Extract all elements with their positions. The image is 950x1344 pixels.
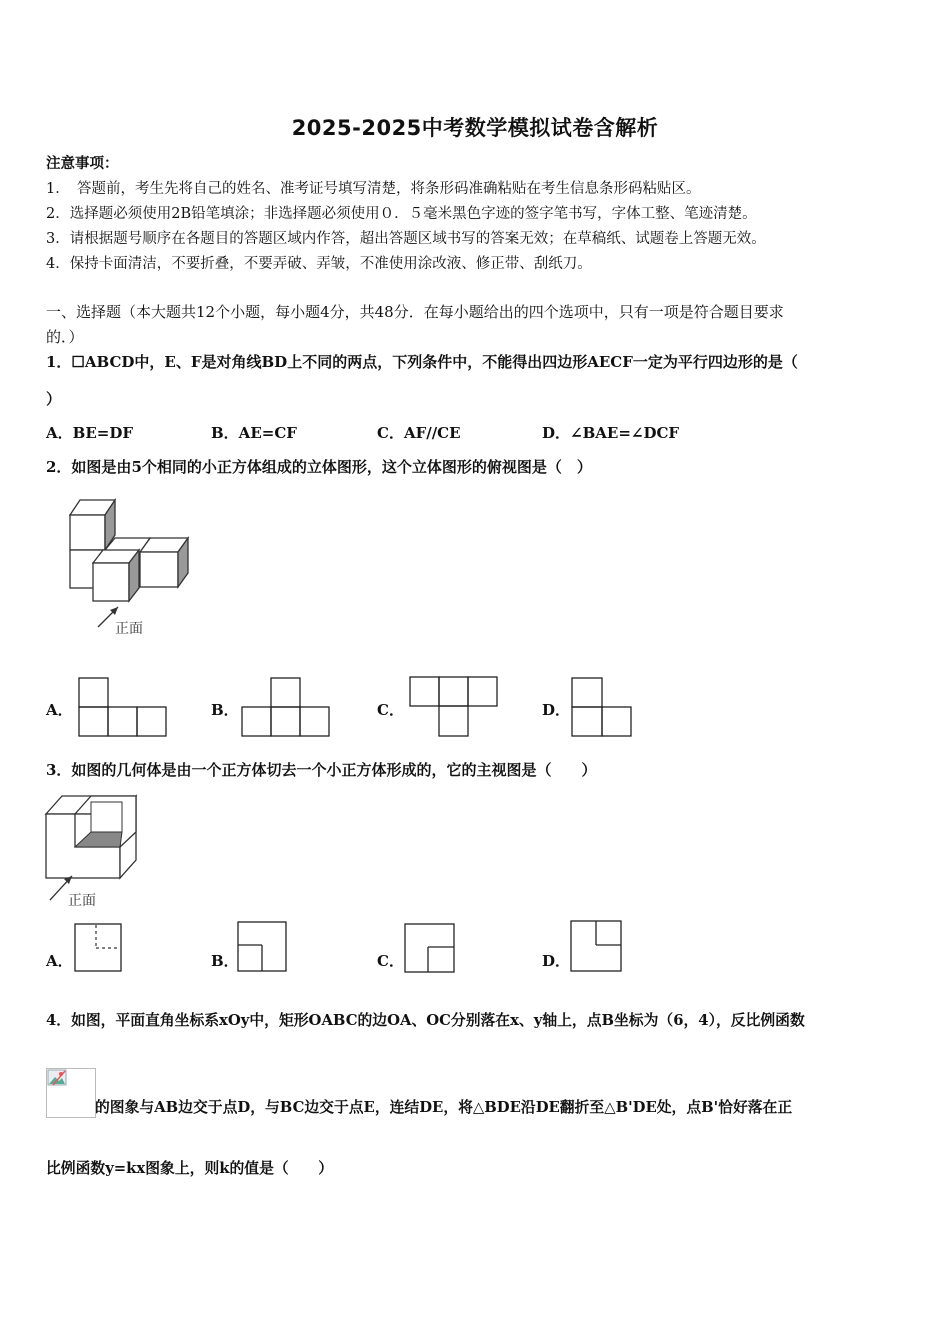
q4-stem: 4．如图，平面直角坐标系xOy中，矩形OABC的边OA、OC分别落在x、y轴上，点B坐标为（6，4），反比例函数 [46, 1012, 805, 1029]
page-title: 2025-2025中考数学模拟试卷含解析 [291, 116, 659, 140]
q4-stem-cont2: 比例函数y=kx图象上，则k的值是（ ） [46, 1160, 334, 1177]
q1-option-b[interactable]: B．AE=CF [211, 424, 297, 442]
notice-item: 2．选择题必须使用2B铅笔填涂；非选择题必须使用０．５毫米黑色字迹的签字笔书写，字体工整、笔迹清楚。 [46, 206, 757, 222]
section-heading-cont: 的．） [46, 328, 84, 346]
notice-item: 4．保持卡面清洁，不要折叠，不要弄破、弄皱，不准使用涂改液、修正带、刮纸刀。 [46, 256, 592, 272]
q3-option-a-figure[interactable] [74, 923, 124, 973]
q2-option-a-figure[interactable] [78, 676, 170, 738]
broken-image-icon [47, 1069, 95, 1117]
q2-front-label: 正面 [115, 621, 143, 637]
q1-option-d[interactable]: D．∠BAE=∠DCF [542, 424, 680, 442]
q1-stem: 1．☐ABCD中，E、F是对角线BD上不同的两点，下列条件中，不能得出四边形AECF一定为平行四边形的是（ [46, 353, 798, 371]
notice-heading: 注意事项： [46, 155, 119, 172]
q3-option-c-label[interactable]: C． [377, 952, 404, 970]
q3-cube-figure [42, 792, 142, 912]
q3-option-b-figure[interactable] [237, 921, 289, 973]
q1-stem-cont: ） [46, 390, 62, 408]
formula-image-placeholder [46, 1068, 96, 1118]
q3-front-label: 正面 [68, 893, 96, 909]
section-heading: 一、选择题（本大题共12个小题，每小题4分，共48分．在每小题给出的四个选项中，只有一项是符合题目要求 [46, 303, 784, 321]
q2-option-b-label[interactable]: B． [211, 701, 239, 719]
notice-item: 1． 答题前，考生先将自己的姓名、准考证号填写清楚，将条形码准确粘贴在考生信息条形码粘贴区。 [46, 181, 701, 197]
q3-option-a-label[interactable]: A． [46, 952, 73, 970]
notice-item: 3．请根据题号顺序在各题目的答题区域内作答，超出答题区域书写的答案无效；在草稿纸、试题卷上答题无效。 [46, 231, 766, 247]
q2-option-a-label[interactable]: A． [46, 701, 73, 719]
q2-stem: 2．如图是由5个相同的小正方体组成的立体图形，这个立体图形的俯视图是（ ） [46, 458, 592, 476]
q2-option-d-figure[interactable] [571, 676, 635, 738]
q3-option-b-label[interactable]: B． [211, 952, 239, 970]
q2-option-c-label[interactable]: C． [377, 701, 404, 719]
q3-stem: 3．如图的几何体是由一个正方体切去一个小正方体形成的，它的主视图是（ ） [46, 761, 597, 779]
q2-cube-figure [60, 495, 200, 645]
q2-option-b-figure[interactable] [241, 676, 333, 738]
q2-option-c-figure[interactable] [409, 676, 501, 738]
q1-option-c[interactable]: C．AF//CE [377, 424, 461, 442]
q4-stem-cont: 的图象与AB边交于点D，与BC边交于点E，连结DE，将△BDE沿DE翻折至△B'DE处，点B'恰好落在正 [95, 1099, 793, 1116]
q3-option-c-figure[interactable] [404, 923, 456, 975]
q2-option-d-label[interactable]: D． [542, 701, 571, 719]
q3-option-d-figure[interactable] [570, 920, 624, 974]
q3-option-d-label[interactable]: D． [542, 952, 571, 970]
q1-option-a[interactable]: A．BE=DF [46, 424, 133, 442]
